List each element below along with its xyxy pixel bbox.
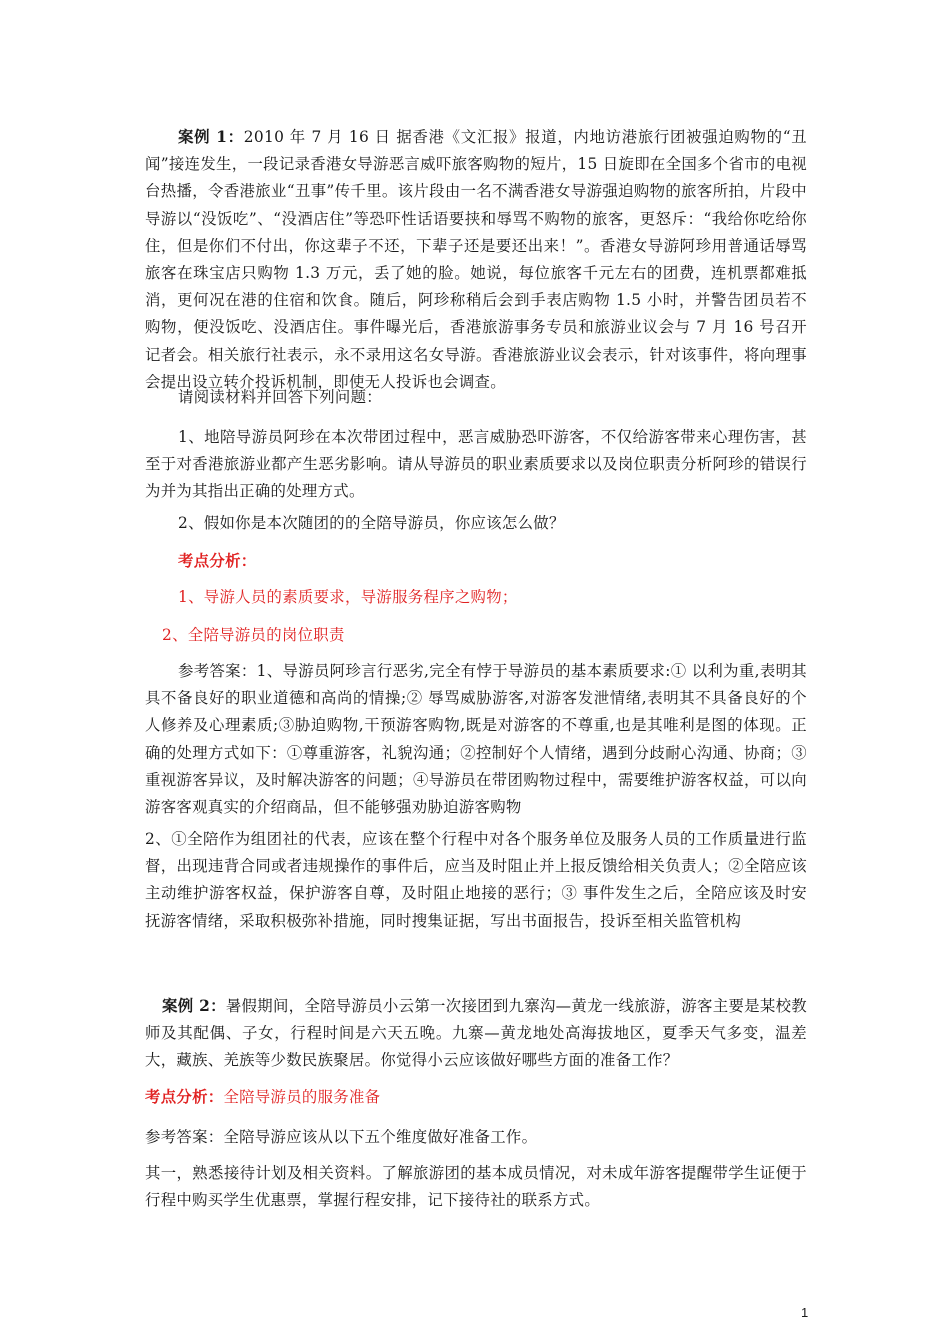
analysis-2-line: [145, 1084, 807, 1111]
analysis-2-heading: 考点分析：: [145, 1088, 224, 1106]
case1-text: 2010 年 7 月 16 日 据香港《文汇报》报道，内地访港旅行团被强迫购物的“丑闻”接连发生，一段记录香港女导游恶言威吓旅客购物的短片，15 日旋即在全国多个省市的电视台热播，令香港旅业“丑事”传千里。该片段由一名不满香港女导游强迫购物的旅客所拍，片段中导游以“没饭吃”、“没酒店住”等恐吓性话语要挟和辱骂不购物的旅客，更怒斥：“我给你吃给你住，但是你们不付出，你这辈子不还，下辈子还是要还出来！”。香港女导游阿珍用普通话辱骂旅客在珠宝店只购物 1.3 万元，丢了她的脸。她说，每位旅客千元左右的团费，连机票都难抵消，更何况在港的住宿和饮食。随后，阿珍称稍后会到手表店购物 1.5 小时，并警告团员若不购物，便没饭吃、没酒店住。事件曝光后，香港旅游事务专员和旅游业议会与 7 月 16 号召开记者会。相关旅行社表示，永不录用这名女导游。香港旅游业议会表示，针对该事件，将向理事会提出设立转介投诉机制，即使无人投诉也会调查。: [145, 128, 807, 391]
question-1: 1、地陪导游员阿珍在本次带团过程中，恶言威胁恐吓游客，不仅给游客带来心理伤害，甚至于对香港旅游业都产生恶劣影响。请从导游员的职业素质要求以及岗位职责分析阿珍的错误行为并为其指出正确的处理方式。: [145, 428, 807, 501]
question-2: 2、假如你是本次随团的的全陪导游员，你应该怎么做？: [178, 514, 565, 532]
answer-2: 2、①全陪作为组团社的代表，应该在整个行程中对各个服务单位及服务人员的工作质量进行监督，出现违背合同或者违规操作的事件后，应当及时阻止并上报反馈给相关负责人；②全陪应该主动维护游客权益，保护游客自尊，及时阻止地接的恶行；③ 事件发生之后，全陪应该及时安抚游客情绪，采取积极弥补措施，同时搜集证据，写出书面报告，投诉至相关监管机构: [145, 830, 807, 930]
page-number: 1: [801, 1305, 809, 1320]
case2-text: 暑假期间，全陪导游员小云第一次接团到九寨沟—黄龙一线旅游，游客主要是某校教师及其配偶、子女，行程时间是六天五晚。九寨—黄龙地处高海拔地区，夏季天气多变，温差大，藏族、羌族等少数民族聚居。你觉得小云应该做好哪些方面的准备工作？: [145, 997, 807, 1070]
analysis-2-text: 全陪导游员的服务准备: [223, 1088, 381, 1106]
case1-label: 案例 1：: [178, 128, 244, 146]
case2-label: 案例 2：: [162, 997, 226, 1015]
preparation-1: 其一，熟悉接待计划及相关资料。了解旅游团的基本成员情况，对未成年游客提醒带学生证便于行程中购买学生优惠票，掌握行程安排，记下接待社的联系方式。: [145, 1164, 807, 1210]
instruction-text: 请阅读材料并回答下列问题：: [178, 388, 382, 406]
answer-1: 参考答案：1、导游员阿珍言行恶劣,完全有悖于导游员的基本素质要求:① 以利为重,表明其具不备良好的职业道德和高尚的情操;② 辱骂威胁游客,对游客发泄情绪,表明其不具备良好的个人修养及心理素质;③胁迫购物,干预游客购物,既是对游客的不尊重,也是其唯利是图的体现。正确的处理方式如下：①尊重游客，礼貌沟通；②控制好个人情绪，遇到分歧耐心沟通、协商；③重视游客异议，及时解决游客的问题；④导游员在带团购物过程中，需要维护游客权益，可以向游客客观真实的介绍商品，但不能够强劝胁迫游客购物: [145, 662, 807, 817]
case1-paragraph: [145, 124, 807, 396]
analysis-1-heading: 考点分析：: [178, 552, 257, 570]
analysis-1-point-1: 1、导游人员的素质要求，导游服务程序之购物；: [178, 588, 518, 606]
answer-3: 参考答案：全陪导游应该从以下五个维度做好准备工作。: [145, 1128, 538, 1146]
analysis-1-point-2: 2、全陪导游员的岗位职责: [162, 626, 345, 644]
case2-paragraph: [145, 993, 807, 1075]
